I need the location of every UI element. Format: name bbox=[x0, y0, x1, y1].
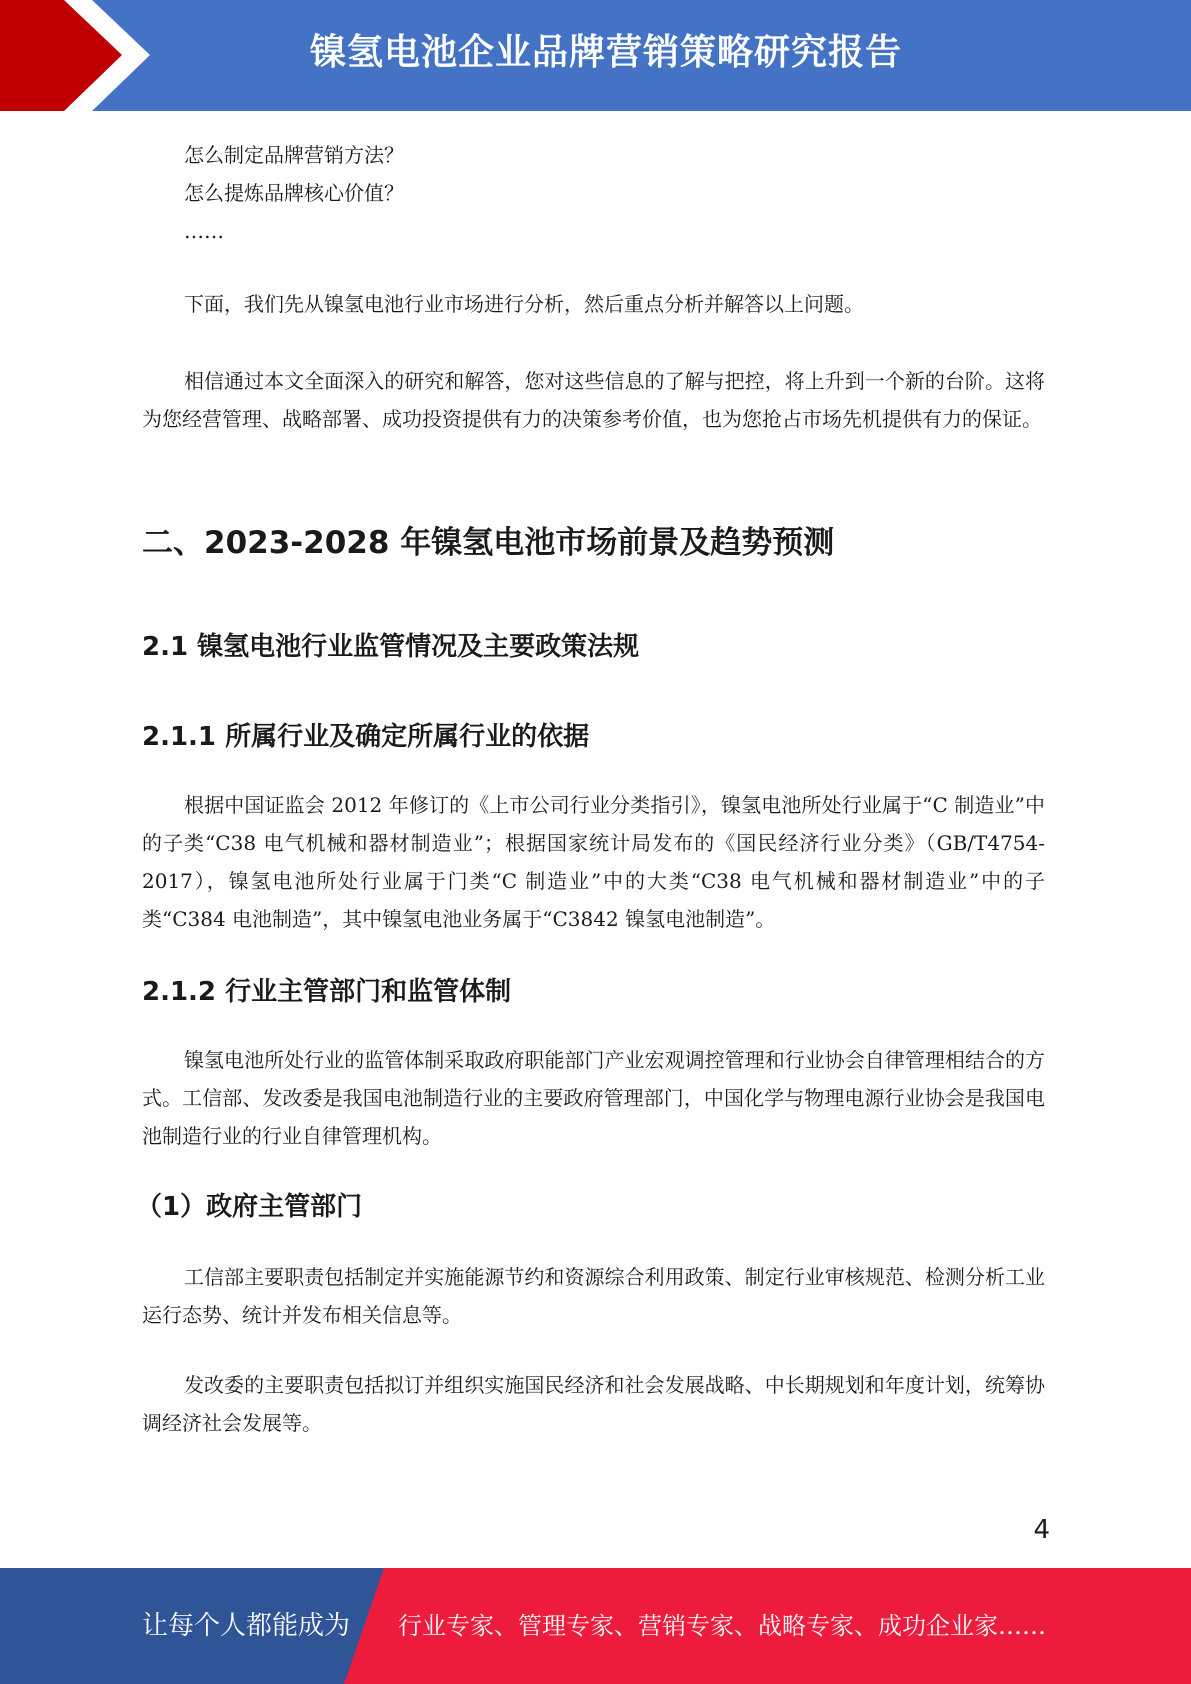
section-2-1-1-body bbox=[142, 786, 1045, 938]
ndrc-body bbox=[142, 1366, 1045, 1442]
regulatory-system-paragraph: 镍氢电池所处行业的监管体制采取政府职能部门产业宏观调控管理和行业协会自律管理相结合的方式。工信部、发改委是我国电池制造行业的主要政府管理部门，中国化学与物理电源行业协会是我国电池制造行业的行业自律管理机构。 bbox=[142, 1048, 1045, 1148]
intro-questions bbox=[142, 136, 1045, 250]
question-ellipsis: …… bbox=[184, 219, 224, 243]
section-2-1-2-heading: 2.1.2 行业主管部门和监管体制 bbox=[142, 977, 512, 1007]
section-2-1-2-body bbox=[142, 1041, 1045, 1155]
section-2-1-1-heading: 2.1.1 所属行业及确定所属行业的依据 bbox=[142, 722, 590, 752]
miit-body bbox=[142, 1258, 1045, 1334]
report-title: 镍氢电池企业品牌营销策略研究报告 bbox=[309, 32, 902, 73]
question-1: 怎么制定品牌营销方法？ bbox=[184, 143, 404, 167]
footer-slogan-right: 行业专家、管理专家、营销专家、战略专家、成功企业家…… bbox=[398, 1612, 1046, 1640]
miit-duties-paragraph: 工信部主要职责包括制定并实施能源节约和资源综合利用政策、制定行业审核规范、检测分析工业运行态势、统计并发布相关信息等。 bbox=[142, 1265, 1045, 1327]
page-footer bbox=[0, 1568, 1191, 1684]
page-number: 4 bbox=[1033, 1515, 1050, 1545]
intro-paragraph-1-block bbox=[142, 285, 1045, 323]
intro-paragraph-1: 下面，我们先从镍氢电池行业市场进行分析，然后重点分析并解答以上问题。 bbox=[184, 292, 864, 316]
question-2: 怎么提炼品牌核心价值？ bbox=[184, 181, 404, 205]
section-2-heading: 二、2023-2028 年镍氢电池市场前景及趋势预测 bbox=[142, 525, 835, 561]
intro-paragraph-2-block bbox=[142, 362, 1045, 438]
intro-paragraph-2: 相信通过本文全面深入的研究和解答，您对这些信息的了解与把控，将上升到一个新的台阶。这将为您经营管理、战略部署、成功投资提供有力的决策参考价值，也为您抢占市场先机提供有力的保证。 bbox=[142, 369, 1045, 431]
ndrc-duties-paragraph: 发改委的主要职责包括拟订并组织实施国民经济和社会发展战略、中长期规划和年度计划，统筹协调经济社会发展等。 bbox=[142, 1373, 1045, 1435]
section-2-1-heading: 2.1 镍氢电池行业监管情况及主要政策法规 bbox=[142, 632, 640, 662]
page-header bbox=[0, 0, 1191, 111]
industry-classification-paragraph: 根据中国证监会 2012 年修订的《上市公司行业分类指引》，镍氢电池所处行业属于“C 制造业”中的子类“C38 电气机械和器材制造业”；根据国家统计局发布的《国民经济行业分类》（GB/T4754-2017），镍氢电池所处行业属于门类“C 制造业”中的大类“C38 电气机械和器材制造业”中的子类“C384 电池制造”，其中镍氢电池业务属于“C3842 镍氢电池制造”。 bbox=[142, 793, 1045, 931]
government-department-heading: （1）政府主管部门 bbox=[136, 1192, 363, 1222]
footer-slogan-left: 让每个人都能成为 bbox=[142, 1611, 351, 1641]
